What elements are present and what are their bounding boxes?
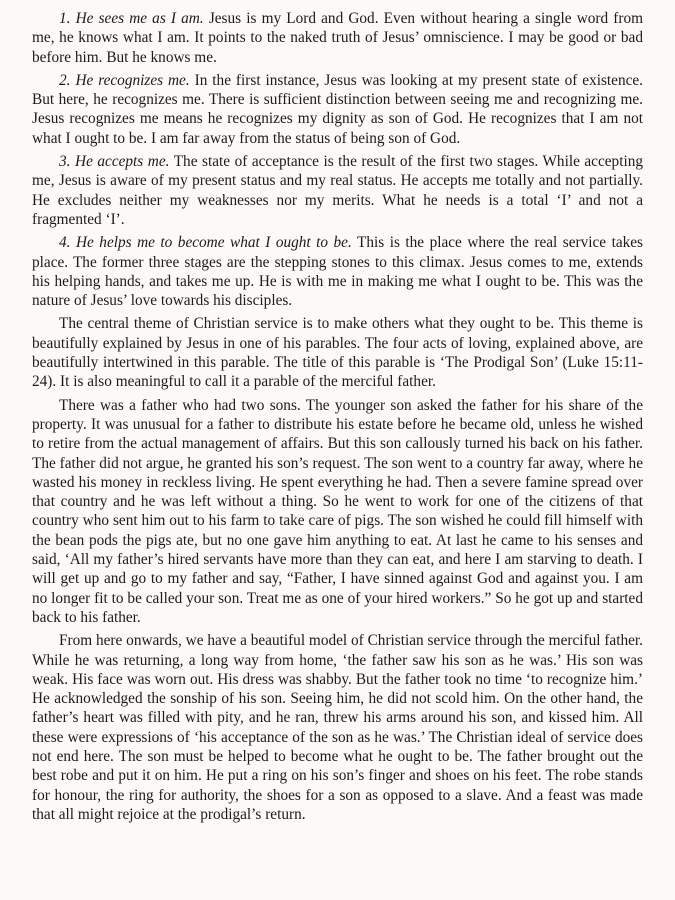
paragraph-text: The state of acceptance is the result of the first two stages. While accepting me, Jesus is aware of my present status and my real status. He accepts me totally and not partially. He excludes neither my weaknesses nor my merits. What he needs is a total ‘I’ and not a fragmented ‘I’.	[32, 153, 643, 228]
point-number: 2.	[59, 71, 71, 89]
point-title-italic: He helps me to become what I ought to be.	[75, 234, 352, 252]
paragraph-text: In the first instance, Jesus was looking at my present state of existence. But here, he recognizes me. There is sufficient distinction between seeing me and recognizing me. Jesus recognizes me means he recognizes my dignity as son of God. He recognizes that I am not what I ought to be. I am far away from the status of being son of God.	[32, 71, 644, 147]
body-paragraph-merciful-father	[32, 631, 643, 824]
paragraph-text: From here onwards, we have a beautiful model of Christian service through the merciful father. While he was returning, a long way from home, ‘the father saw his son as he was.’ His son was weak. His face was worn out. His dress was shabby. But the father took no time ‘to recognize him.’ He acknowledged the sonship of his son. Seeing him, he did not scold him. On the other hand, the father’s heart was filled with pity, and he ran, threw his arms around his son, and kissed him. All these were expressions of ‘his acceptance of the son as he was.’ The Christian ideal of service does not end here. The son must be helped to become what he ought to be. The father brought out the best robe and put it on him. He put a ring on his son’s finger and shoes on his feet. The robe stands for honour, the ring for authority, the shoes for a son as opposed to a slave. And a feast was made that all might rejoice at the prodigal’s return.	[32, 632, 643, 823]
point-number: 4.	[59, 234, 71, 252]
numbered-paragraph-2	[32, 71, 643, 148]
paragraph-text: There was a father who had two sons. The younger son asked the father for his share of the property. It was unusual for a father to distribute his estate before he became old, unless he wished to retire from the actual management of affairs. But this son callously turned his back on his father. The father did not argue, he granted his son’s request. The son went to a country far away, where he wasted his money in reckless living. He spent everything he had. Then a severe famine spread over that country and he was left without a thing. So he went to work for one of the citizens of that country who sent him out to his farm to take care of pigs. The son wished he could fill himself with the bean pods the pigs ate, but no one gave him anything to eat. At last he came to his senses and said, ‘All my father’s hired servants have more than they can eat, and here I am starving to death. I will get up and go to my father and say, “Father, I have sinned against God and against you. I am no longer fit to be called your son. Treat me as one of your hired workers.” So he got up and started back to his father.	[32, 396, 643, 626]
point-title-italic: He accepts me.	[75, 153, 170, 171]
paragraph-text: The central theme of Christian service is to make others what they ought to be. This theme is beautifully explained by Jesus in one of his parables. The four acts of loving, explained above, are beautifully intertwined in this parable. The title of this parable is ‘The Prodigal Son’ (Luke 15:11-24). It is also meaningful to call it a parable of the merciful father.	[32, 315, 643, 391]
numbered-paragraph-1	[32, 9, 643, 67]
point-number: 1.	[59, 10, 71, 27]
numbered-paragraph-3	[32, 152, 643, 229]
paragraph-text: Jesus is my Lord and God. Even without hearing a single word from me, he knows what I am. It points to the naked truth of Jesus’ omniscience. I may be good or bad before him. But he knows me.	[32, 10, 644, 66]
body-paragraph-central-theme	[32, 314, 643, 391]
point-title-italic: He sees me as I am.	[75, 10, 204, 27]
numbered-paragraph-4	[32, 233, 643, 310]
body-paragraph-prodigal-son-story	[32, 396, 643, 628]
point-title-italic: He recognizes me.	[75, 71, 190, 89]
point-number: 3.	[59, 153, 71, 171]
paragraph-text: This is the place where the real service takes place. The former three stages are the stepping stones to this climax. Jesus comes to me, extends his helping hands, and takes me up. He is with me in making me what I ought to be. This was the nature of Jesus’ love towards his disciples.	[32, 234, 643, 310]
